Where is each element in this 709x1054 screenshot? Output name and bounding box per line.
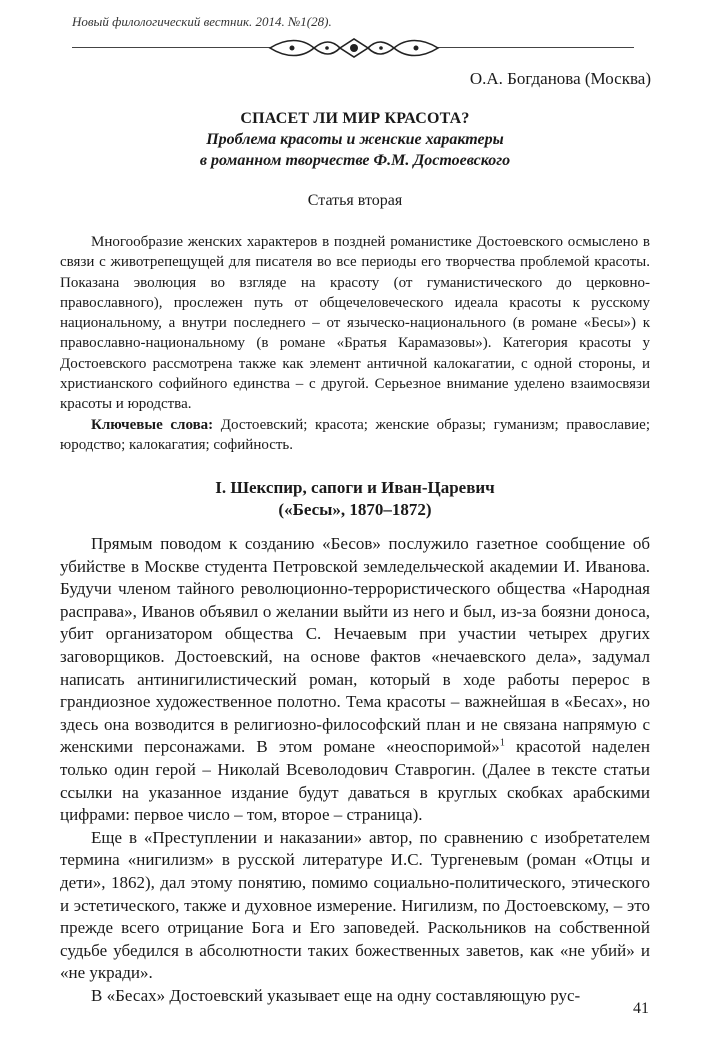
body-text bbox=[60, 533, 650, 1007]
article-title: СПАСЕТ ЛИ МИР КРАСОТА? bbox=[240, 110, 470, 127]
section-heading: I. Шекспир, сапоги и Иван-Царевич bbox=[215, 478, 495, 497]
article-number: Статья вторая bbox=[307, 192, 403, 209]
abstract-text: Многообразие женских характеров в поздней романистике Достоевского осмыслено в связи с животрепещущей для писателя во все периоды его творчества проблемой красоты. Показана эволюция во взгляде на красоту (от гуманистического до церковно-православного), прослежен путь от общечеловеческого идеала красоты к русскому национальному, а внутри последнего – от язычеcко-национального (в романе «Бесы») к православно-национальному (в романе «Братья Карамазовы»). Категория красоты у Достоевского рассмотрена также как элемент античной калокагатии, с одной стороны, и христианского софийного единства – с другой. Серьезное внимание уделено взаимосвязи красоты и юродства. bbox=[60, 234, 650, 413]
keywords-label: Ключевые слова: bbox=[91, 416, 214, 433]
footnote-ref[interactable]: 1 bbox=[499, 737, 505, 749]
header-rule-left bbox=[72, 47, 270, 48]
author: О.А. Богданова (Москва) bbox=[469, 69, 651, 88]
article-subtitle-line1: Проблема красоты и женские характеры bbox=[206, 131, 504, 148]
paragraph: В «Бесах» Достоевский указывает еще на одну составляющую рус- bbox=[91, 985, 581, 1005]
abstract bbox=[60, 232, 650, 455]
ornament-icon bbox=[266, 36, 442, 60]
keywords-text: Достоевский; красота; женские образы; гуманизм; православие; юродство; калокагатия; софийность. bbox=[60, 416, 650, 453]
running-title: Новый филологический вестник. 2014. №1(28). bbox=[72, 14, 332, 29]
article-subtitle-line2: в романном творчестве Ф.М. Достоевского bbox=[199, 152, 511, 169]
section-subheading: («Бесы», 1870–1872) bbox=[278, 500, 432, 519]
paragraph: Прямым поводом к созданию «Бесов» послужило газетное сообщение об убийстве в Москве студента Петровской земледельческой академии И. Иванова. Будучи членом тайного революционно-террористического общества «Народная расправа», Иванов объявил о желании выйти из него и был, из-за боязни доноса, убит организатором общества С. Нечаевым при участии четырех других заговорщиков. Достоевский, на основе фактов «нечаевского дела», задумал написать антинигилистический роман, который в ходе работы перерос в грандиозное художественное полотно. Тема красоты – важнейшая в «Бесах», но здесь она возводится в религиозно-философский план и не связана напрямую с женскими персонажами. В этом романе «неоспоримой»$^1$ красотой наделен только один герой – Николай Всеволодович Ставрогин. (Далее в тексте статьи ссылки на указанное издание будут даваться в круглых скобках арабскими цифрами: первое число – том, второе – страница). bbox=[60, 534, 650, 825]
page-number: 41 bbox=[633, 1000, 649, 1017]
keywords bbox=[60, 415, 650, 456]
header-rule-right bbox=[438, 47, 634, 48]
paragraph: Еще в «Преступлении и наказании» автор, по сравнению с изобретателем термина «нигилизм» в русской литературе И.С. Тургеневым (роман «Отцы и дети», 1862), дал этому понятию, помимо социально-политического, этического и эстетического, также и духовное измерение. Нигилизм, по Достоевскому, – это прежде всего отрицание Бога и Его заповедей. Раскольников на собственной судьбе убедился в абсолютности таких божественных заветов, как «не убий» и «не укради». bbox=[60, 827, 650, 983]
